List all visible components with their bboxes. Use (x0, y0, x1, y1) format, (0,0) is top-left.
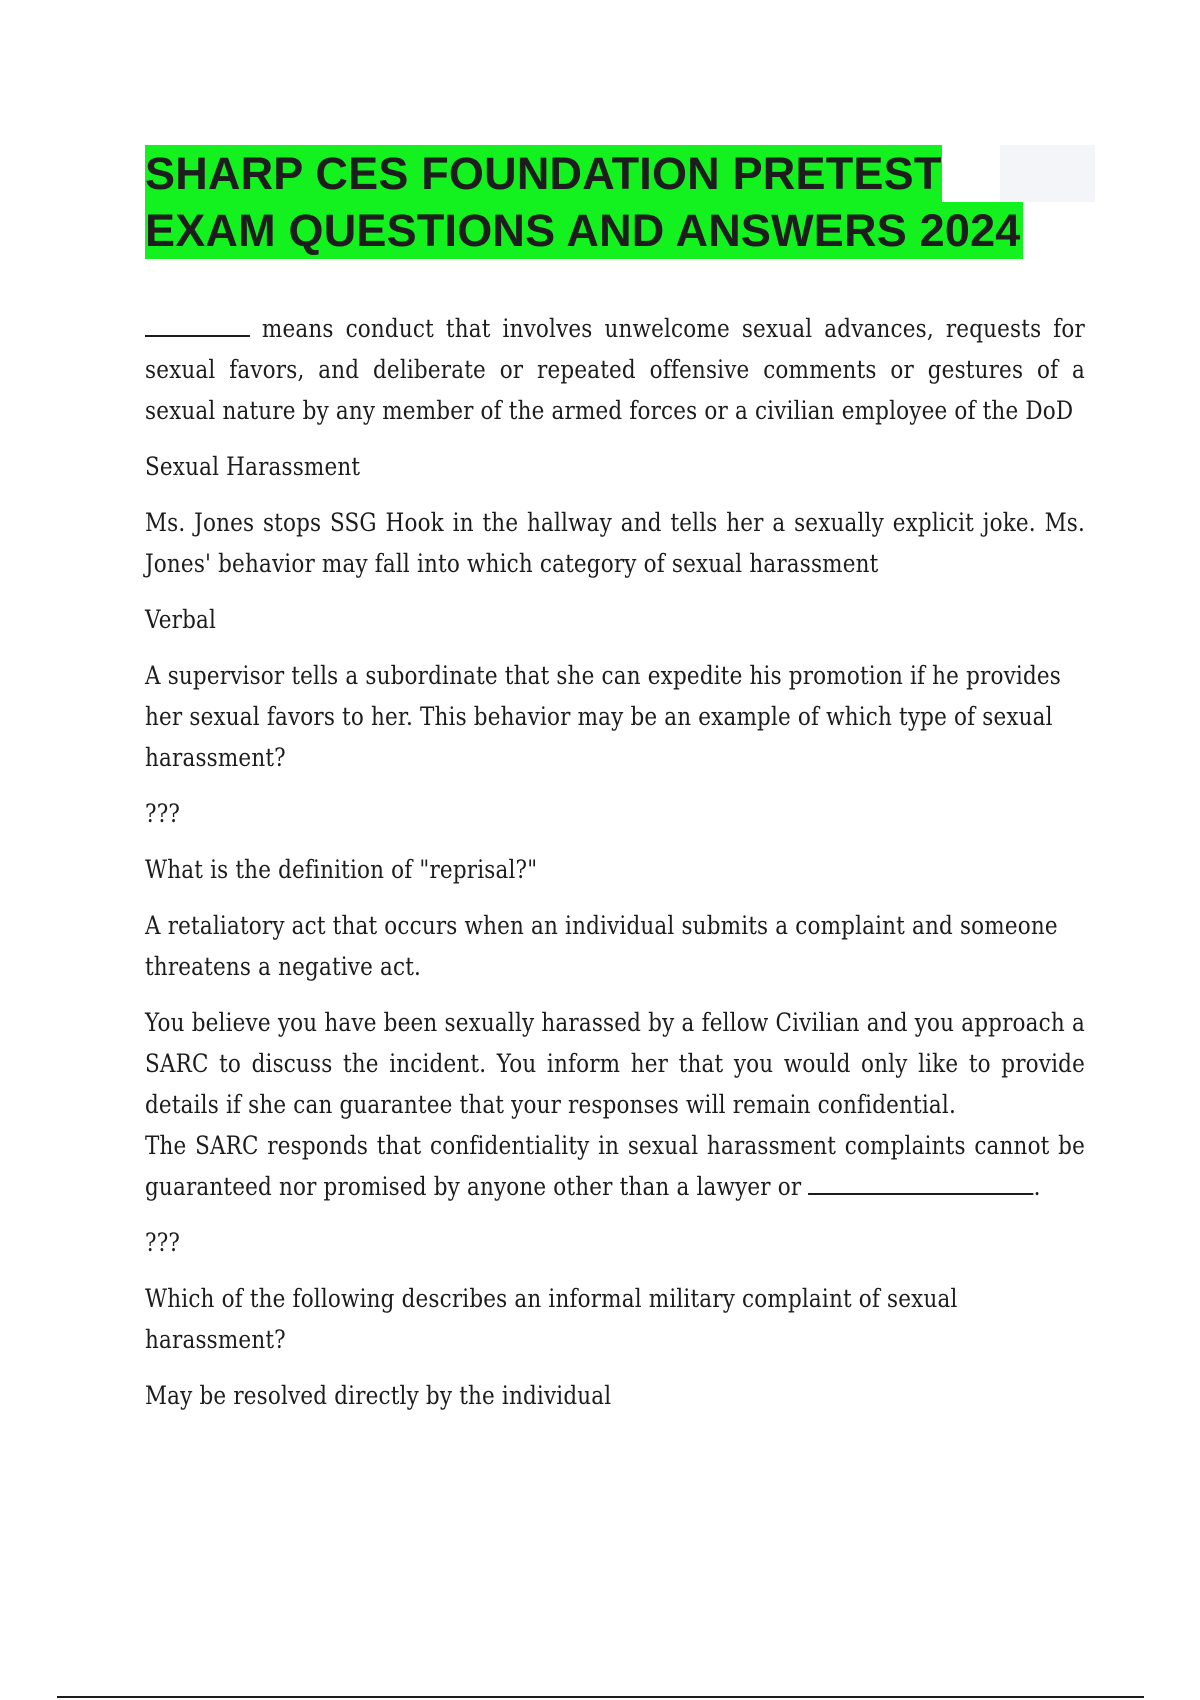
question-1 (145, 308, 1085, 431)
title-row-1 (145, 145, 1095, 202)
question-5-part-2-text: The SARC responds that confidentiality in sexual harassment complaints cannot be guaranteed nor promised by anyone other than a lawyer or (145, 1131, 1085, 1201)
question-4: What is the definition of "reprisal?" (145, 855, 538, 884)
qa-content (145, 308, 1085, 1431)
answer-3: ??? (145, 799, 181, 828)
title-line-1: SHARP CES FOUNDATION PRETEST (145, 145, 942, 202)
title-row-2 (145, 202, 1095, 259)
answer-1: Sexual Harassment (145, 452, 361, 481)
question-6: Which of the following describes an informal military complaint of sexual harassment? (145, 1284, 958, 1354)
question-1-text: means conduct that involves unwelcome sexual advances, requests for sexual favors, and deliberate or repeated offensive comments or gestures of a sexual nature by any member of the armed forces or a civilian employee of the DoD (145, 314, 1085, 425)
title-line-2: EXAM QUESTIONS AND ANSWERS 2024 (145, 202, 1023, 259)
question-5-part-2 (145, 1125, 1085, 1207)
question-5-part-1: You believe you have been sexually harassed by a fellow Civilian and you approach a SARC to discuss the incident. You inform her that you would only like to provide details if she can guarantee that your responses will remain confidential. (145, 1008, 1085, 1119)
question-3: A supervisor tells a subordinate that she can expedite his promotion if he provides her sexual favors to her. This behavior may be an example of which type of sexual harassment? (145, 661, 1061, 772)
question-2: Ms. Jones stops SSG Hook in the hallway and tells her a sexually explicit joke. Ms. Jones' behavior may fall into which category of sexual harassment (145, 508, 1085, 578)
document-title (145, 145, 1095, 259)
answer-6: May be resolved directly by the individual (145, 1381, 612, 1410)
answer-2: Verbal (145, 605, 217, 634)
footer-rule (57, 1696, 1144, 1698)
question-5 (145, 1002, 1085, 1207)
answer-4: A retaliatory act that occurs when an individual submits a complaint and someone threatens a negative act. (145, 911, 1058, 981)
answer-blank (145, 313, 250, 337)
question-5-period: . (1033, 1172, 1041, 1201)
answer-5: ??? (145, 1228, 181, 1257)
answer-blank (808, 1171, 1033, 1195)
